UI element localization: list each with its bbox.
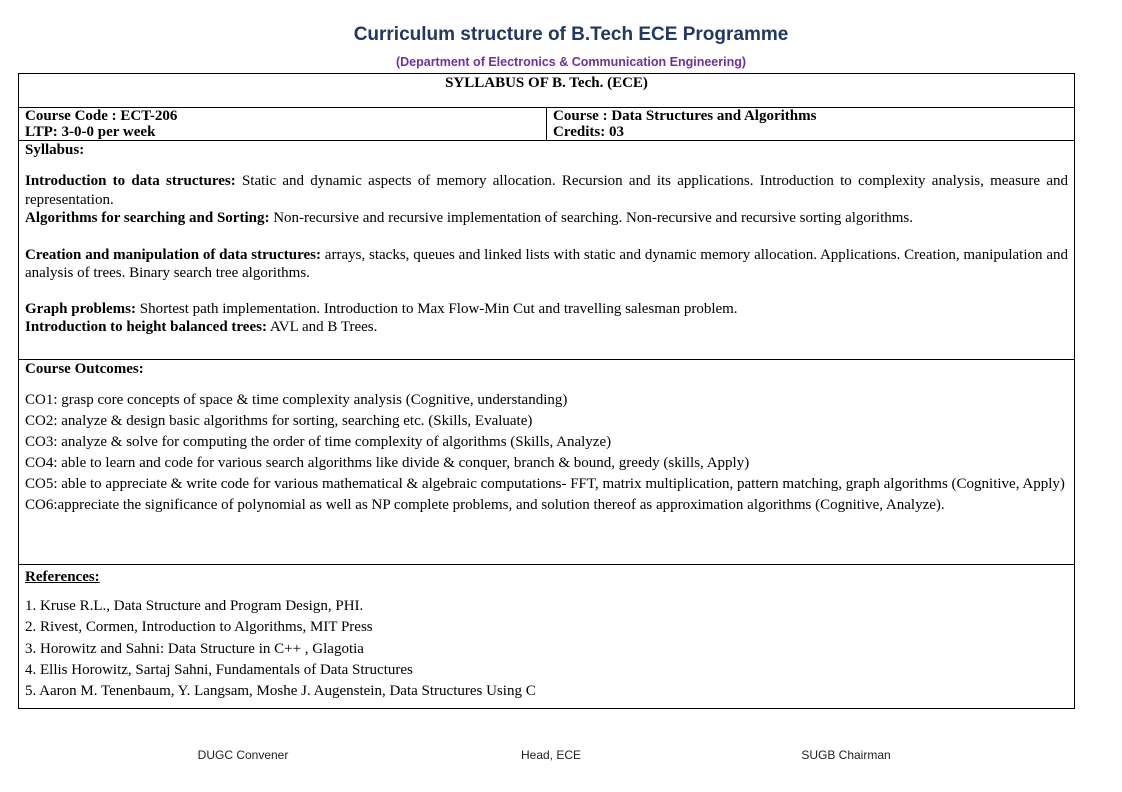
topic-body: Shortest path implementation. Introduction to Max Flow-Min Cut and travelling salesman problem.: [135, 300, 738, 317]
references-heading: References:: [25, 569, 100, 585]
syllabus-topic: [25, 209, 1068, 228]
outcomes-heading: Course Outcomes:: [25, 361, 144, 377]
syllabus-topic-group: [25, 300, 1068, 337]
topic-body: AVL and B Trees.: [266, 319, 378, 335]
syllabus-topic: [25, 172, 1068, 209]
syllabus-table: [18, 73, 1075, 709]
topic-title: Creation and manipulation of data structures:: [25, 246, 321, 263]
course-info-row: [19, 108, 1075, 141]
syllabus-topic-group: [25, 172, 1068, 228]
outcomes-list: [25, 390, 1068, 516]
page-title: Curriculum structure of B.Tech ECE Programme: [353, 24, 789, 45]
syllabus-topic: [25, 300, 1068, 319]
list-item: CO5: able to appreciate & write code for various mathematical & algebraic computations- FFT, matrix multiplication, pattern matching, graph algorithms (Cognitive, Apply): [25, 476, 1065, 492]
topic-title: Introduction to height balanced trees:: [25, 319, 267, 335]
topic-body: arrays, stacks, queues and linked lists with static and dynamic memory allocation. Applications. Creation, manipulation and analysis of trees. Binary search tree algorithms.: [25, 246, 1068, 281]
table-header-row: [19, 74, 1075, 108]
course-code: Course Code : ECT-206: [25, 108, 178, 124]
syllabus-topic: [25, 318, 1068, 337]
signature-dugc-convener: DUGC Convener: [197, 748, 289, 762]
topic-title: Introduction to data structures:: [25, 173, 236, 189]
list-item: 4. Ellis Horowitz, Sartaj Sahni, Fundamentals of Data Structures: [25, 661, 413, 678]
list-item: CO2: analyze & design basic algorithms for sorting, searching etc. (Skills, Evaluate): [25, 413, 533, 429]
references-section: [19, 565, 1075, 709]
syllabus-heading: Syllabus:: [25, 142, 85, 158]
syllabus-topic: [25, 246, 1068, 283]
page-subtitle: (Department of Electronics & Communication Engineering): [395, 55, 747, 69]
topic-title: Algorithms for searching and Sorting:: [25, 210, 270, 226]
course-code-cell: [19, 108, 547, 141]
signature-head-ece: Head, ECE: [520, 748, 582, 762]
list-item: 3. Horowitz and Sahni: Data Structure in C++ , Glagotia: [25, 640, 364, 657]
outcomes-section: [19, 360, 1075, 565]
list-item: CO4: able to learn and code for various search algorithms like divide & conquer, branch & bound, greedy (skills, Apply): [25, 455, 750, 471]
course-credits: Credits: 03: [553, 123, 624, 140]
list-item: CO1: grasp core concepts of space & time complexity analysis (Cognitive, understanding): [25, 392, 568, 408]
course-name-cell: [547, 108, 1075, 141]
table-header: SYLLABUS OF B. Tech. (ECE): [19, 74, 1075, 108]
list-item: CO3: analyze & solve for computing the order of time complexity of algorithms (Skills, Analyze): [25, 434, 612, 450]
course-ltp: LTP: 3-0-0 per week: [25, 123, 156, 140]
topic-body: Static and dynamic aspects of memory allocation. Recursion and its applications. Introduction to complexity analysis, measure and representation.: [25, 173, 1068, 208]
course-name: Course : Data Structures and Algorithms: [553, 108, 817, 124]
syllabus-section: [19, 141, 1075, 360]
list-item: 1. Kruse R.L., Data Structure and Program Design, PHI.: [25, 598, 364, 614]
topic-title: Graph problems:: [25, 300, 136, 317]
syllabus-row: [19, 141, 1075, 360]
references-list: [25, 596, 1068, 702]
references-row: [19, 565, 1075, 709]
topic-body: Non-recursive and recursive implementation of searching. Non-recursive and recursive sorting algorithms.: [269, 210, 913, 226]
list-item: CO6:appreciate the significance of polynomial as well as NP complete problems, and solution thereof as approximation algorithms (Cognitive, Analyze).: [25, 497, 945, 513]
signature-sugb-chairman: SUGB Chairman: [801, 748, 891, 762]
syllabus-topic-group: [25, 246, 1068, 283]
list-item: 2. Rivest, Cormen, Introduction to Algorithms, MIT Press: [25, 619, 373, 636]
signature-footer: [0, 748, 1122, 768]
outcomes-row: [19, 360, 1075, 565]
document-heading: [0, 24, 1122, 69]
list-item: 5. Aaron M. Tenenbaum, Y. Langsam, Moshe J. Augenstein, Data Structures Using C: [25, 683, 536, 700]
